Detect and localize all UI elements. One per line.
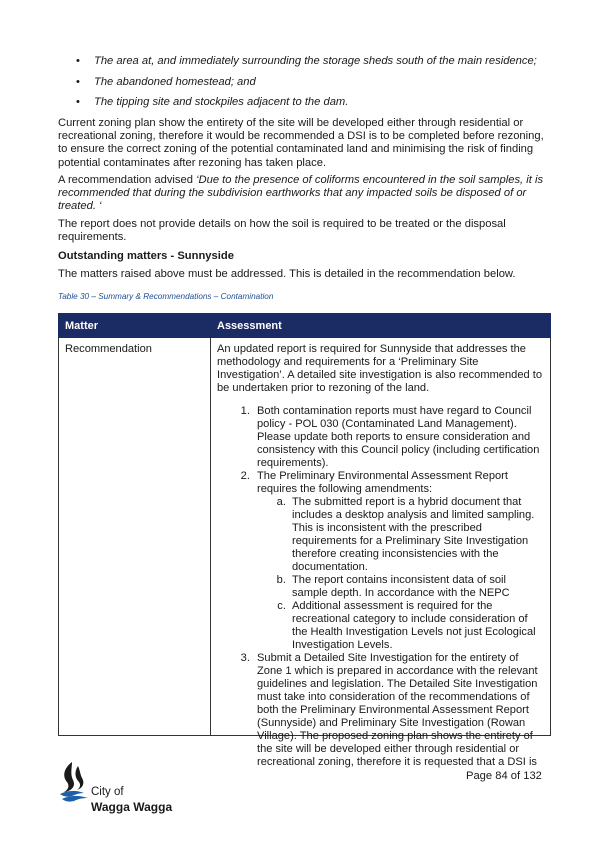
list-item: 1. Both contamination reports must have regard to Council policy - POL 030 (Contaminated Land Management). Please update both reports to ensure consideration and consistency with this Council policy (including certification requirements). [253,405,544,470]
council-logo [58,760,188,818]
table-header-row [59,314,551,338]
list-item: 2. The Preliminary Environmental Assessment Report requires the following amendments: a. The submitted report is a hybrid document that includes a desktop analysis and limited sampling. This is inconsistent with the prescribed requirements for a Preliminary Site Investigation therefore creating inconsistencies with the documentation. b. The report contains inconsistent data of soil sample depth. In accordance with the NEPC c. Additional assessment is required for the recreational category to include consideration of the Health Investigation Levels not just Ecological Investigation Levels. [253,470,544,652]
bullet-item: • The abandoned homestead; and [76,75,256,88]
list-item: 3. Submit a Detailed Site Investigation for the entirety of Zone 1 which is prepared in accordance with the relevant guidelines and legislation. The Detailed Site Investigation must take into consideration of the recommendations of both the Preliminary Environmental Assessment Report (Sunnyside) and Preliminary Site Investigation (Rowan Village). The proposed zoning plan shows the entirety of the site will be developed either through residential or recreational zoning, therefore it is requested that a DSI is [253,652,544,769]
assessment-intro: An updated report is required for Sunnyside that addresses the methodology and requirements for a ‘Preliminary Site Investigation’. A detailed site investigation is also recommended to be undertaken prior to rezoning of the land. [217,343,542,394]
contamination-summary-table [58,313,551,768]
report-paragraph: The report does not provide details on how the soil is required to be treated or the disposal requirements. [58,218,506,244]
sublist-item: c. Additional assessment is required for the recreational category to include consideration of the Health Investigation Levels not just Ecological Investigation Levels. [289,600,544,652]
sublist-item: b. The report contains inconsistent data of soil sample depth. In accordance with the NEPC [289,574,544,600]
amendment-sublist [257,496,544,652]
matter-cell: Recommendation [59,338,211,736]
wave-emblem-icon [58,760,92,804]
bullet-glyph: • [76,96,80,108]
bullet-item: • The area at, and immediately surrounding the storage sheds south of the main residence; [76,55,537,67]
table-caption: Table 30 – Summary & Recommendations – Contamination [58,292,274,301]
column-header-assessment: Assessment [211,314,551,338]
logo-name-text: Wagga Wagga [91,800,173,814]
table-row [59,338,551,736]
bullet-glyph: • [76,55,80,67]
outstanding-matters-heading: Outstanding matters - Sunnyside [58,250,234,262]
recommendation-list [217,405,544,769]
page-number: Page 84 of 132 [466,770,542,782]
matters-paragraph: The matters raised above must be addressed. This is detailed in the recommendation below. [58,268,516,280]
assessment-content [217,343,544,768]
recommendation-quote: ‘Due to the presence of coliforms encountered in the soil samples, it is recommended that during the subdivision earthworks that any impacted soils be disposed of or treated. ‘ [58,174,544,213]
bullet-glyph: • [76,75,80,88]
column-header-matter: Matter [59,314,211,338]
logo-city-text: City of [91,786,124,798]
sublist-item: a. The submitted report is a hybrid document that includes a desktop analysis and limited sampling. This is inconsistent with the prescribed requirements for a Preliminary Site Investigation therefore creating inconsistencies with the documentation. [289,496,544,574]
bullet-item: • The tipping site and stockpiles adjacent to the dam. [76,96,349,108]
site-area-bullet-list [58,55,558,117]
zoning-paragraph: Current zoning plan show the entirety of the site will be developed either through residential or recreational zoning, therefore it would be recommended a DSI is to be completed before rezoning, to ensure the correct zoning of the potential contaminated land and minimising the risk of finding potential contaminates after rezoning has taken place. [58,117,544,169]
recommendation-paragraph: A recommendation advised ‘Due to the presence of coliforms encountered in the soil samples, it is recommended that during the subdivision earthworks that any impacted soils be disposed of or treated. ‘ [58,174,544,213]
assessment-cell [211,338,551,768]
